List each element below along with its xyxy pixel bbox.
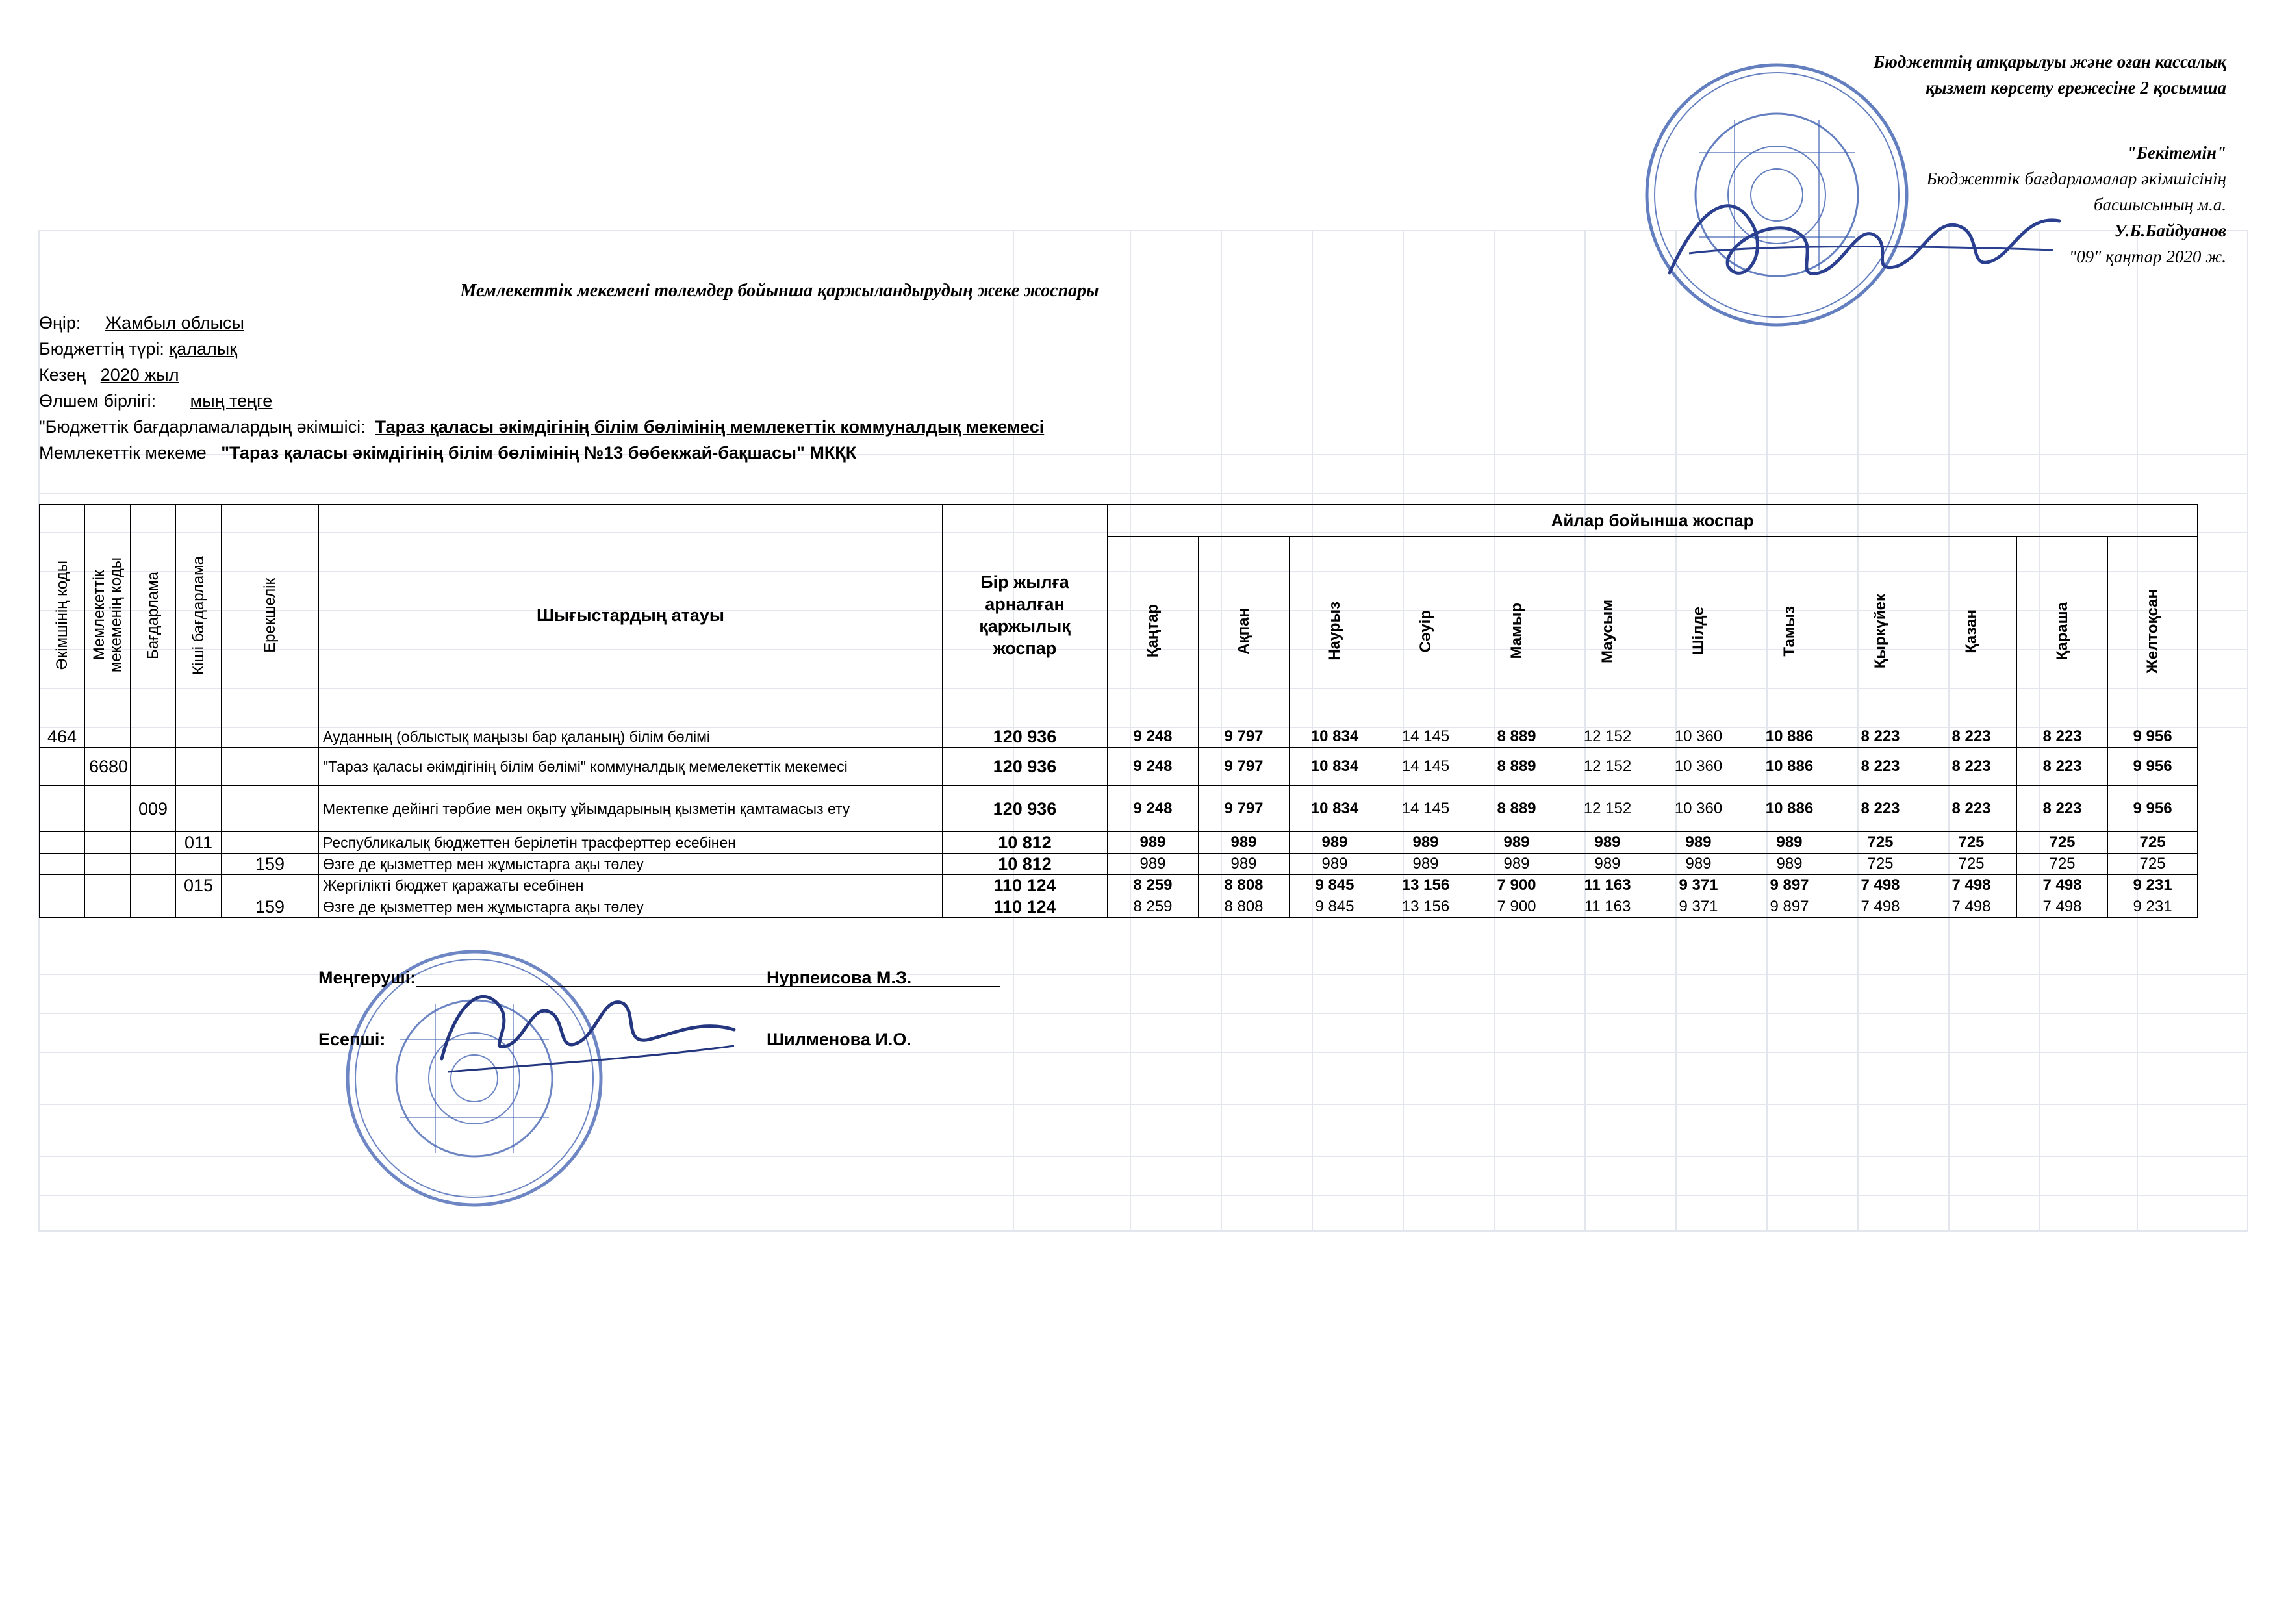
month-value-cell: 725 xyxy=(1926,832,2017,854)
month-value-cell: 989 xyxy=(1653,832,1744,854)
admin-code-cell xyxy=(40,786,85,832)
month-value-cell: 13 156 xyxy=(1380,896,1471,918)
subprogram-code-cell xyxy=(176,726,222,748)
month-value-cell: 11 163 xyxy=(1562,875,1653,896)
table-row xyxy=(40,786,2198,832)
month-value-cell: 8 259 xyxy=(1108,875,1199,896)
specific-code-cell xyxy=(222,748,319,786)
annual-total-cell: 110 124 xyxy=(943,896,1108,918)
specific-code-cell: 159 xyxy=(222,896,319,918)
month-value-cell: 7 498 xyxy=(1926,875,2017,896)
program-code-cell xyxy=(131,875,176,896)
period-row xyxy=(39,362,1044,388)
month-value-cell: 8 223 xyxy=(1926,726,2017,748)
month-value-cell: 10 360 xyxy=(1653,748,1744,786)
table-row xyxy=(40,748,2198,786)
institution-row xyxy=(39,440,1044,466)
specific-code-cell xyxy=(222,726,319,748)
table-row xyxy=(40,896,2198,918)
month-value-cell: 989 xyxy=(1562,854,1653,875)
month-value-cell: 9 797 xyxy=(1199,726,1290,748)
document-meta xyxy=(39,310,1044,466)
month-value-cell: 10 834 xyxy=(1290,726,1380,748)
month-value-cell: 725 xyxy=(1926,854,2017,875)
month-value-cell: 9 797 xyxy=(1199,786,1290,832)
month-value-cell: 989 xyxy=(1290,854,1380,875)
institution-code-cell xyxy=(85,832,131,854)
institution-value: "Тараз қаласы әкімдігінің білім бөлімінің №13 бөбекжай-бақшасы" МКҚК xyxy=(221,443,857,463)
month-value-cell: 10 360 xyxy=(1653,726,1744,748)
col-program: Бағдарлама xyxy=(131,505,176,726)
month-value-cell: 9 248 xyxy=(1108,786,1199,832)
approve-label: "Бекітемін" xyxy=(2126,143,2226,162)
expense-name-cell: Жергілікті бюджет қаражаты есебінен xyxy=(319,875,943,896)
month-value-cell: 8 223 xyxy=(2017,786,2108,832)
unit-label: Өлшем бірлігі: xyxy=(39,391,157,411)
month-value-cell: 989 xyxy=(1471,832,1562,854)
month-value-cell: 12 152 xyxy=(1562,726,1653,748)
month-value-cell: 7 498 xyxy=(1835,875,1926,896)
approver-role-2: басшысының м.а. xyxy=(2093,195,2226,214)
month-value-cell: 7 498 xyxy=(2017,896,2108,918)
expense-name-cell: Өзге де қызметтер мен жұмыстарга ақы төлеу xyxy=(319,896,943,918)
annual-total-cell: 120 936 xyxy=(943,748,1108,786)
month-value-cell: 7 900 xyxy=(1471,896,1562,918)
month-value-cell: 8 889 xyxy=(1471,786,1562,832)
month-value-cell: 725 xyxy=(2108,854,2198,875)
month-value-cell: 989 xyxy=(1562,832,1653,854)
month-value-cell: 8 259 xyxy=(1108,896,1199,918)
institution-code-cell xyxy=(85,875,131,896)
specific-code-cell xyxy=(222,832,319,854)
expense-name-cell: Республикалық бюджеттен берілетін трасферттер есебінен xyxy=(319,832,943,854)
col-specific: Ерекшелік xyxy=(222,505,319,726)
col-month: Сәуір xyxy=(1380,537,1471,726)
institution-code-cell: 6680 xyxy=(85,748,131,786)
month-value-cell: 7 498 xyxy=(2017,875,2108,896)
month-value-cell: 989 xyxy=(1199,832,1290,854)
region-row xyxy=(39,310,1044,336)
month-value-cell: 9 371 xyxy=(1653,875,1744,896)
col-month: Қараша xyxy=(2017,537,2108,726)
month-value-cell: 989 xyxy=(1380,854,1471,875)
table-row xyxy=(40,832,2198,854)
specific-code-cell xyxy=(222,875,319,896)
month-value-cell: 989 xyxy=(1290,832,1380,854)
month-value-cell: 989 xyxy=(1744,854,1835,875)
month-value-cell: 8 223 xyxy=(2017,748,2108,786)
month-value-cell: 11 163 xyxy=(1562,896,1653,918)
budget-type-label: Бюджеттің түрі: xyxy=(39,339,164,359)
table-row xyxy=(40,875,2198,896)
month-value-cell: 8 808 xyxy=(1199,875,1290,896)
month-value-cell: 8 808 xyxy=(1199,896,1290,918)
month-value-cell: 9 231 xyxy=(2108,896,2198,918)
month-value-cell: 989 xyxy=(1108,832,1199,854)
month-value-cell: 10 886 xyxy=(1744,748,1835,786)
unit-row xyxy=(39,388,1044,414)
col-month: Қыркүйек xyxy=(1835,537,1926,726)
month-value-cell: 10 886 xyxy=(1744,726,1835,748)
approver-name: У.Б.Байдуанов xyxy=(2114,221,2226,240)
subprogram-code-cell xyxy=(176,854,222,875)
month-value-cell: 8 223 xyxy=(2017,726,2108,748)
month-value-cell: 8 223 xyxy=(1926,786,2017,832)
budget-type-row xyxy=(39,336,1044,362)
institution-code-cell xyxy=(85,896,131,918)
month-value-cell: 9 897 xyxy=(1744,896,1835,918)
annual-total-cell: 120 936 xyxy=(943,786,1108,832)
month-value-cell: 725 xyxy=(2017,832,2108,854)
table-row xyxy=(40,726,2198,748)
month-value-cell: 7 900 xyxy=(1471,875,1562,896)
admin-row xyxy=(39,414,1044,440)
col-month: Тамыз xyxy=(1744,537,1835,726)
region-value: Жамбыл облысы xyxy=(105,313,244,333)
admin-code-cell xyxy=(40,832,85,854)
month-value-cell: 725 xyxy=(2108,832,2198,854)
month-value-cell: 12 152 xyxy=(1562,786,1653,832)
manager-name: Нурпеисова М.З. xyxy=(767,968,912,987)
col-month: Шілде xyxy=(1653,537,1744,726)
document-title: Мемлекеттік мекемені төлемдер бойынша қаржыландырудың жеке жоспары xyxy=(460,281,1099,301)
month-value-cell: 725 xyxy=(1835,854,1926,875)
program-code-cell xyxy=(131,832,176,854)
month-value-cell: 7 498 xyxy=(1926,896,2017,918)
accountant-name: Шилменова И.О. xyxy=(767,1030,911,1049)
period-label: Кезең xyxy=(39,365,86,385)
month-value-cell: 9 845 xyxy=(1290,875,1380,896)
specific-code-cell xyxy=(222,786,319,832)
approver-signature xyxy=(1663,175,2066,299)
budget-type-value: қалалық xyxy=(169,339,237,359)
approver-role-1: Бюджеттік бағдарламалар әкімшісінің xyxy=(1926,169,2226,188)
appendix-line-1: Бюджеттің атқарылуы және оған кассалық xyxy=(1873,52,2226,71)
month-value-cell: 10 834 xyxy=(1290,748,1380,786)
subprogram-code-cell xyxy=(176,748,222,786)
month-value-cell: 13 156 xyxy=(1380,875,1471,896)
institution-code-cell xyxy=(85,786,131,832)
month-value-cell: 989 xyxy=(1108,854,1199,875)
expense-name-cell: Ауданның (облыстық маңызы бар қаланың) білім бөлімі xyxy=(319,726,943,748)
col-expense-name: Шығыстардың атауы xyxy=(319,505,943,726)
annual-total-cell: 110 124 xyxy=(943,875,1108,896)
month-value-cell: 7 498 xyxy=(1835,896,1926,918)
expense-name-cell: Өзге де қызметтер мен жұмыстарга ақы төлеу xyxy=(319,854,943,875)
program-code-cell xyxy=(131,854,176,875)
col-month: Желтоқсан xyxy=(2108,537,2198,726)
manager-signature xyxy=(429,968,741,1078)
expense-name-cell: "Тараз қаласы әкімдігінің білім бөлімі" коммуналдық мемелекеттік мекемесі xyxy=(319,748,943,786)
region-label: Өңір: xyxy=(39,313,81,333)
month-value-cell: 8 889 xyxy=(1471,726,1562,748)
admin-code-cell: 464 xyxy=(40,726,85,748)
admin-code-cell xyxy=(40,748,85,786)
month-value-cell: 989 xyxy=(1653,854,1744,875)
col-monthly-plan-group: Айлар бойынша жоспар xyxy=(1108,505,2198,537)
program-code-cell xyxy=(131,726,176,748)
month-value-cell: 9 248 xyxy=(1108,748,1199,786)
program-code-cell: 009 xyxy=(131,786,176,832)
month-value-cell: 9 231 xyxy=(2108,875,2198,896)
expense-name-cell: Мектепке дейінгі тәрбие мен оқыту ұйымдарының қызметін қамтамасыз ету xyxy=(319,786,943,832)
month-value-cell: 725 xyxy=(1835,832,1926,854)
unit-value: мың теңге xyxy=(190,391,273,411)
specific-code-cell: 159 xyxy=(222,854,319,875)
month-value-cell: 8 223 xyxy=(1835,748,1926,786)
financing-plan-table xyxy=(39,504,2198,918)
subprogram-code-cell: 011 xyxy=(176,832,222,854)
month-value-cell: 989 xyxy=(1380,832,1471,854)
institution-code-cell xyxy=(85,726,131,748)
month-value-cell: 989 xyxy=(1744,832,1835,854)
col-month: Қазан xyxy=(1926,537,2017,726)
month-value-cell: 9 797 xyxy=(1199,748,1290,786)
month-value-cell: 725 xyxy=(2017,854,2108,875)
appendix-line-2: қызмет көрсету ережесіне 2 қосымша xyxy=(1926,78,2226,97)
col-subprogram: Кіші бағдарлама xyxy=(176,505,222,726)
month-value-cell: 14 145 xyxy=(1380,786,1471,832)
month-value-cell: 12 152 xyxy=(1562,748,1653,786)
month-value-cell: 8 889 xyxy=(1471,748,1562,786)
institution-label: Мемлекеттік мекеме xyxy=(39,443,207,463)
header-row-1 xyxy=(40,505,2198,537)
subprogram-code-cell: 015 xyxy=(176,875,222,896)
program-code-cell xyxy=(131,896,176,918)
col-admin-code: Әкімшінің коды xyxy=(40,505,85,726)
month-value-cell: 10 360 xyxy=(1653,786,1744,832)
month-value-cell: 10 834 xyxy=(1290,786,1380,832)
col-month: Ақпан xyxy=(1199,537,1290,726)
admin-label: "Бюджеттік бағдарламалардың әкімшісі: xyxy=(39,417,366,437)
col-month: Қаңтар xyxy=(1108,537,1199,726)
month-value-cell: 8 223 xyxy=(1926,748,2017,786)
annual-total-cell: 120 936 xyxy=(943,726,1108,748)
month-value-cell: 9 248 xyxy=(1108,726,1199,748)
admin-value: Тараз қаласы әкімдігінің білім бөлімінің мемлекеттік коммуналдық мекемесі xyxy=(375,417,1045,437)
col-annual-plan: Бір жылға арналған қаржылық жоспар xyxy=(943,505,1108,726)
month-value-cell: 8 223 xyxy=(1835,786,1926,832)
month-value-cell: 10 886 xyxy=(1744,786,1835,832)
month-value-cell: 9 956 xyxy=(2108,748,2198,786)
month-value-cell: 14 145 xyxy=(1380,726,1471,748)
admin-code-cell xyxy=(40,896,85,918)
col-month: Маусым xyxy=(1562,537,1653,726)
month-value-cell: 9 956 xyxy=(2108,726,2198,748)
annual-total-cell: 10 812 xyxy=(943,854,1108,875)
month-value-cell: 9 845 xyxy=(1290,896,1380,918)
institution-code-cell xyxy=(85,854,131,875)
col-month: Наурыз xyxy=(1290,537,1380,726)
month-value-cell: 989 xyxy=(1471,854,1562,875)
table-row xyxy=(40,854,2198,875)
subprogram-code-cell xyxy=(176,896,222,918)
subprogram-code-cell xyxy=(176,786,222,832)
annual-total-cell: 10 812 xyxy=(943,832,1108,854)
approval-date: "09" қаңтар 2020 ж. xyxy=(2068,247,2226,266)
month-value-cell: 8 223 xyxy=(1835,726,1926,748)
period-value: 2020 жыл xyxy=(100,365,179,385)
accountant-label: Есепші: xyxy=(318,1030,386,1049)
month-value-cell: 9 956 xyxy=(2108,786,2198,832)
admin-code-cell xyxy=(40,854,85,875)
admin-code-cell xyxy=(40,875,85,896)
month-value-cell: 989 xyxy=(1199,854,1290,875)
manager-label: Меңгеруші: xyxy=(318,968,416,987)
month-value-cell: 9 897 xyxy=(1744,875,1835,896)
month-value-cell: 14 145 xyxy=(1380,748,1471,786)
program-code-cell xyxy=(131,748,176,786)
col-month: Мамыр xyxy=(1471,537,1562,726)
col-institution-code: Мемлекеттік мекеменің коды xyxy=(85,505,131,726)
month-value-cell: 9 371 xyxy=(1653,896,1744,918)
